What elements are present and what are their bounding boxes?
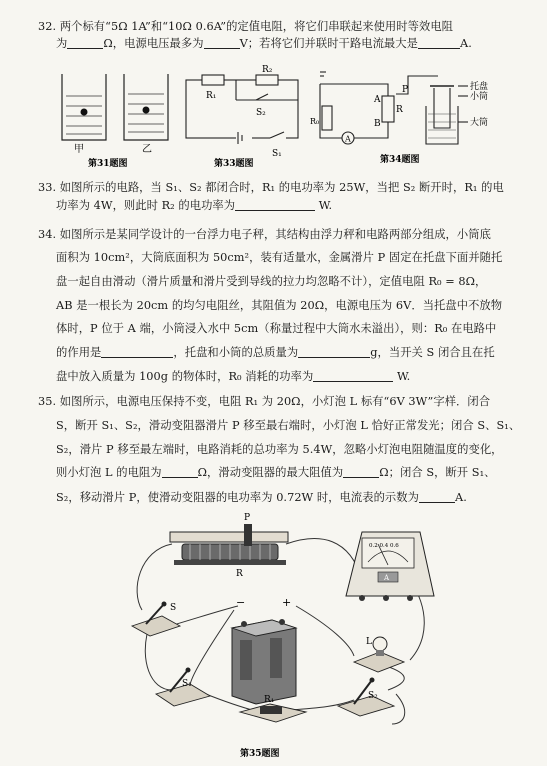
label-r2: R₂ — [262, 65, 273, 75]
label-s2: S₂ — [368, 691, 378, 701]
q32-blank-2[interactable] — [204, 37, 240, 49]
label-a: A — [374, 95, 381, 105]
q35-blank-2[interactable] — [343, 466, 379, 478]
label-r: R — [236, 569, 243, 579]
q35-line-1: 35. 如图所示，电源电压保持不变，电阻 R₁ 为 20Ω，小灯泡 L 标有“6V 3W”字样．闭合 — [38, 395, 491, 408]
figure-35 — [110, 510, 440, 762]
q34-line-5: 体时，P 位于 A 端，小筒浸入水中 5cm（称量过程中大筒水未溢出），则：R₀ 在电路中 — [56, 322, 497, 335]
label-s2: S₂ — [256, 108, 266, 118]
resistor-r — [382, 96, 394, 122]
q35-blank-3[interactable] — [419, 491, 455, 503]
q33-line-1: 33. 如图所示的电路，当 S₁、S₂ 都闭合时，R₁ 的电功率为 25W，当把 S₂ 断开时，R₁ 的电 — [38, 181, 504, 194]
ammeter-scale: 0.2 0.4 0.6 — [369, 543, 399, 549]
q32-text-c: V；若将它们并联时干路电流最大是 — [239, 37, 418, 50]
label-s1: S₁ — [272, 149, 282, 159]
q34-text-b: ，托盘和小筒的总质量为 — [173, 346, 299, 359]
rheostat — [170, 524, 288, 565]
label-l: L — [366, 637, 372, 647]
label-minus: − — [236, 596, 246, 609]
q32-line-2 — [56, 37, 472, 51]
q35-text-b: Ω，滑动变阻器的最大阻值为 — [197, 466, 344, 479]
ball-left — [81, 109, 88, 116]
q34-text-d: 盘中放入质量为 100g 的物体时，R₀ 消耗的功率为 — [56, 370, 314, 383]
q34-text-e: W. — [396, 370, 411, 383]
q35-blank-1[interactable] — [162, 466, 198, 478]
caption-31: 第31题图 — [88, 159, 128, 168]
q34-line-7 — [56, 370, 410, 384]
q33-blank-1[interactable] — [235, 199, 315, 211]
label-big-tube: 大筒 — [470, 118, 489, 128]
label-plus: + — [282, 596, 292, 609]
q33-text-a: 功率为 4W，则此时 R₂ 的电功率为 — [56, 199, 236, 212]
lamp-l — [354, 637, 404, 672]
q35-line-3: S₂，滑片 P 移至最左端时，电路消耗的总功率为 5.4W，忽略小灯泡电阻随温度的变化， — [56, 443, 503, 456]
q34-line-1: 34. 如图所示是某同学设计的一台浮力电子秤，其结构由浮力秤和电路两部分组成，小筒底 — [38, 228, 491, 241]
label-yi: 乙 — [142, 144, 152, 155]
ammeter-label: A — [345, 134, 351, 144]
q32-line-1: 32. 两个标有“5Ω 1A”和“10Ω 0.6A”的定值电阻，将它们串联起来使用时等效电阻 — [38, 20, 454, 33]
switch-s2 — [256, 94, 268, 100]
q34-line-6 — [56, 346, 495, 360]
ball-right — [143, 107, 150, 114]
q34-blank-1[interactable] — [101, 346, 173, 358]
q32-blank-3[interactable] — [418, 37, 460, 49]
q32-blank-1[interactable] — [67, 37, 103, 49]
q34-text-a: 的作用是 — [56, 346, 102, 359]
q34-blank-2[interactable] — [298, 346, 370, 358]
q32-text-a: 为 — [56, 37, 68, 50]
label-s1: S₁ — [182, 679, 192, 689]
label-tray: 托盘 — [470, 82, 489, 92]
big-tube — [426, 106, 458, 144]
q35-text-e: A. — [454, 491, 467, 504]
q35-line-5 — [56, 491, 467, 505]
label-b: B — [374, 119, 381, 129]
figure-31 — [54, 60, 184, 168]
label-small-tube: 小筒 — [470, 92, 489, 102]
battery — [232, 619, 296, 704]
q34-blank-3[interactable] — [313, 370, 393, 382]
label-r1: R₁ — [264, 695, 275, 705]
q35-line-2: S，断开 S₁、S₂，滑动变阻器滑片 P 移至最右端时，小灯泡 L 恰好正常发光；闭合 S、S₁、 — [56, 419, 521, 432]
caption-34: 第34题图 — [380, 155, 420, 165]
q34-line-2: 面积为 10cm²，大筒底面积为 50cm²，装有适量水，金属滑片 P 固定在托盘下面并随托 — [56, 251, 503, 264]
resistor-r1 — [240, 704, 306, 722]
figure-33 — [176, 60, 316, 168]
label-r: R — [396, 105, 403, 115]
q35-text-a: 则小灯泡 L 的电阻为 — [56, 466, 162, 479]
q33-text-b: W. — [318, 199, 333, 212]
label-p: P — [244, 513, 251, 523]
switch-s2 — [338, 678, 394, 717]
q34-line-3: 盘一起自由滑动（滑片质量和滑片受到导线的拉力均忽略不计），定值电阻 R₀ = 8Ω， — [56, 275, 487, 288]
q32-text-b: Ω，电源电压最多为 — [103, 37, 204, 50]
rheostat-slider — [244, 524, 252, 546]
q33-line-2 — [56, 199, 332, 213]
label-r0: R₀ — [310, 117, 320, 126]
resistor-r1 — [202, 75, 224, 85]
beaker-left — [62, 74, 106, 140]
q35-text-d: S₂，移动滑片 P，使滑动变阻器的电功率为 0.72W 时，电流表的示数为 — [56, 491, 419, 504]
ammeter-label: A — [384, 574, 390, 582]
q34-line-4: AB 是一根长为 20cm 的均匀电阻丝，其阻值为 20Ω，电源电压为 6V．当托盘中不放物 — [56, 299, 503, 312]
caption-35: 第35题图 — [240, 749, 280, 759]
label-s: S — [170, 603, 177, 613]
resistor-r2 — [256, 75, 278, 85]
resistor-r0 — [322, 106, 332, 130]
caption-33: 第33题图 — [214, 159, 254, 168]
q35-line-4 — [56, 466, 496, 480]
label-p: P — [402, 85, 409, 95]
q34-text-c: g，当开关 S 闭合且在托 — [370, 346, 495, 359]
label-r1: R₁ — [206, 91, 217, 101]
figure-34 — [308, 66, 508, 168]
label-jia: 甲 — [74, 144, 84, 155]
q32-text-d: A. — [459, 37, 472, 50]
beaker-right — [124, 74, 168, 140]
q35-text-c: Ω；闭合 S，断开 S₁、 — [379, 466, 496, 479]
